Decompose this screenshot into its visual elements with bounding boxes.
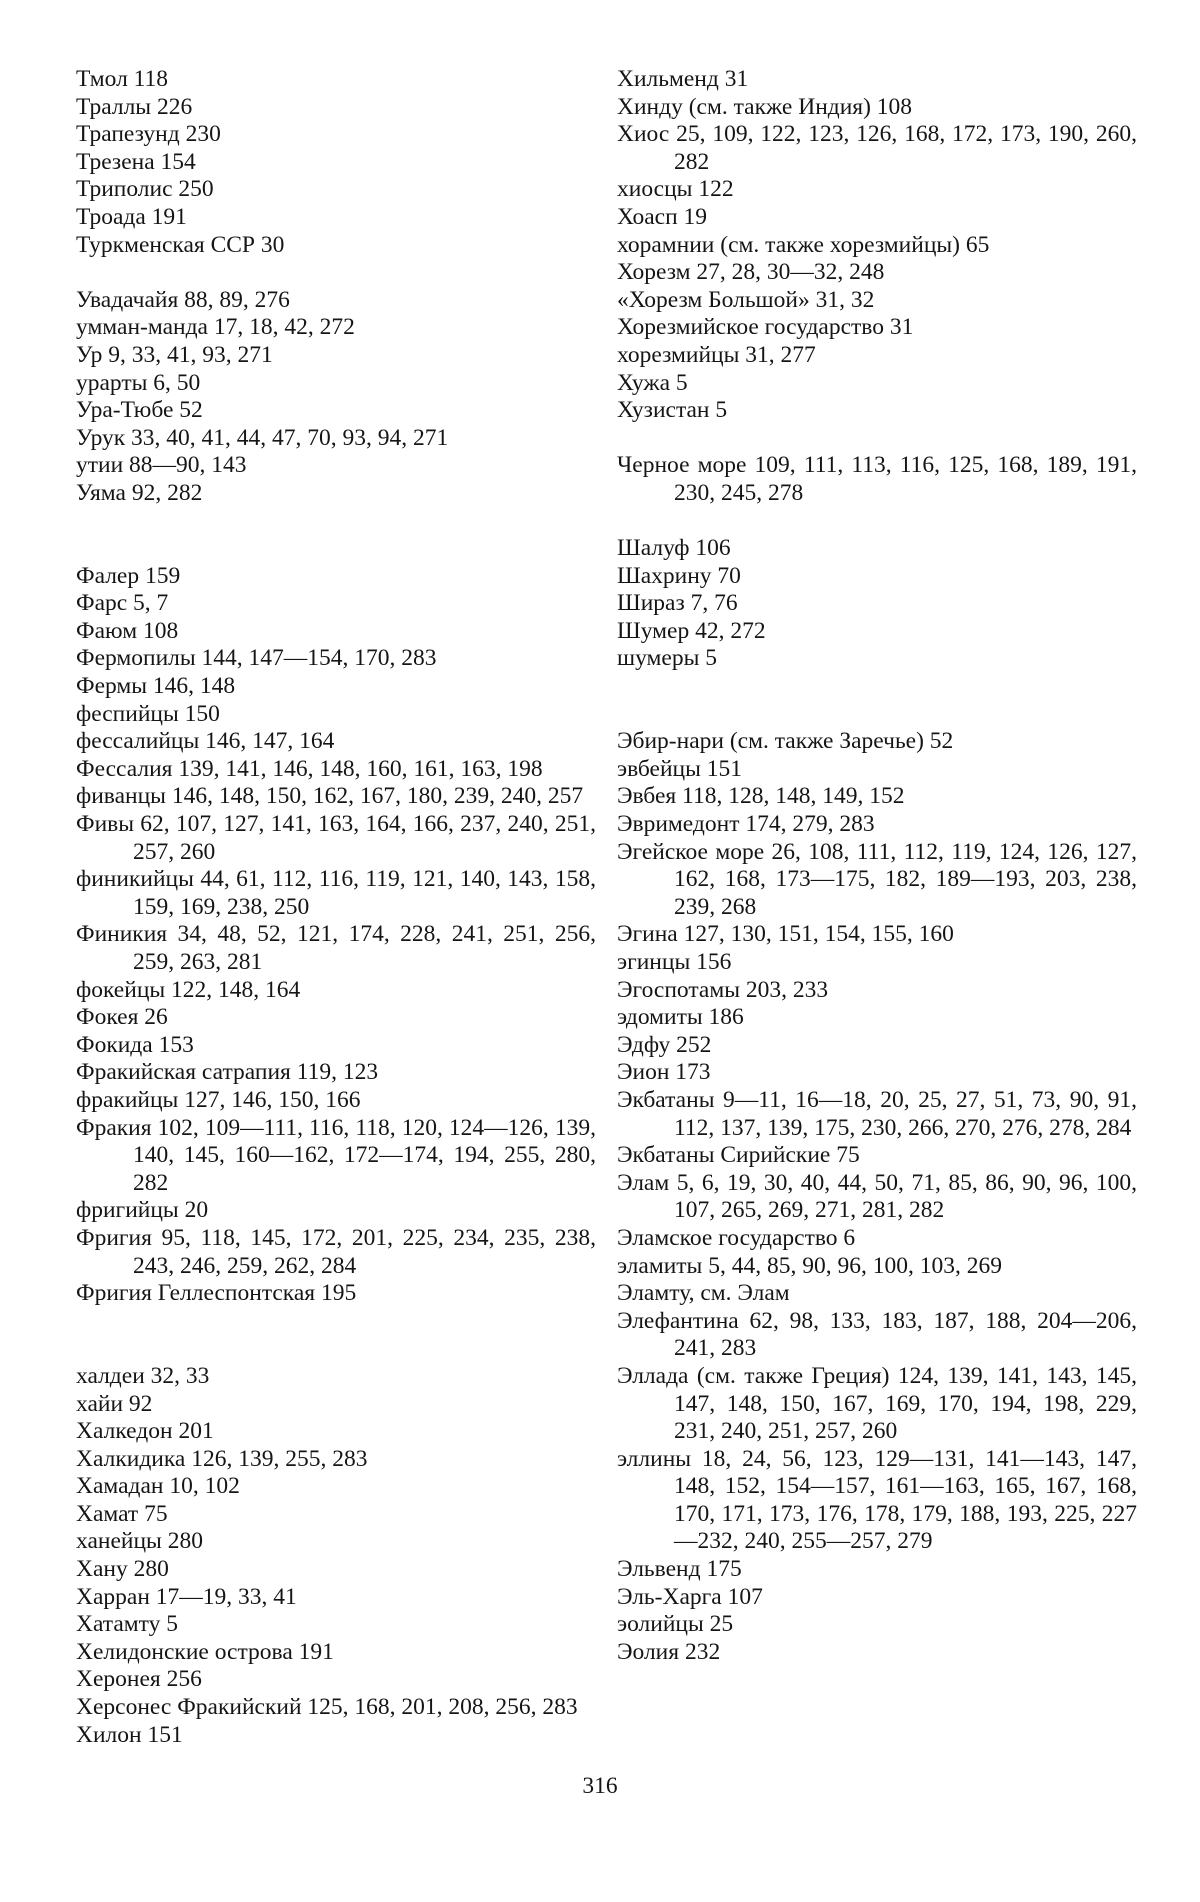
index-entry: умман-манда 17, 18, 42, 272: [76, 314, 355, 341]
index-entry: Хелидонские острова 191: [76, 1638, 334, 1665]
index-entry: Хоасп 19: [617, 203, 708, 230]
section-gap: [76, 1335, 596, 1363]
index-entry: Фессалия 139, 141, 146, 148, 160, 161, 163, 198: [76, 755, 543, 782]
index-entry: Фермопилы 144, 147—154, 170, 283: [76, 645, 437, 672]
index-entry: Триполис 250: [76, 176, 214, 203]
index-entry: Урук 33, 40, 41, 44, 47, 70, 93, 94, 271: [76, 424, 449, 451]
index-entry: Эвримедонт 174, 279, 283: [617, 811, 875, 838]
index-entry: эллины 18, 24, 56, 123, 129—131, 141—143, 147, 148, 152, 154—157, 161—163, 165, 167, 168, 170, 171, 173, 176, 178, 179, 188, 193, 225, 227—232, 240, 255—257, 279: [617, 1445, 1137, 1555]
index-entry: Эламское государство 6: [617, 1224, 856, 1251]
index-entry: Эллада (см. также Греция) 124, 139, 141, 143, 145, 147, 148, 150, 167, 169, 170, 194, 198, 229, 231, 240, 251, 257, 260: [617, 1362, 1137, 1445]
index-entry: Херсонес Фракийский 125, 168, 201, 208, 256, 283: [76, 1694, 578, 1721]
index-entry: Фарс 5, 7: [76, 590, 169, 617]
index-entry: Уяма 92, 282: [76, 479, 203, 506]
section-gap: [76, 259, 596, 287]
index-column-right: [617, 66, 1137, 1666]
index-entry: эолийцы 25: [617, 1611, 734, 1638]
index-entry: Фракийская сатрапия 119, 123: [76, 1059, 379, 1086]
index-entry: Шираз 7, 76: [617, 590, 738, 617]
index-entry: Фригия Геллеспонтская 195: [76, 1280, 357, 1307]
index-entry: хорамнии (см. также хорезмийцы) 65: [617, 231, 990, 258]
index-column-left: [76, 66, 596, 1749]
index-entry: Херонея 256: [76, 1666, 202, 1693]
index-entry: Фракия 102, 109—111, 116, 118, 120, 124—126, 139, 140, 145, 160—162, 172—174, 194, 255, 280, 282: [76, 1114, 596, 1196]
index-entry: эламиты 5, 44, 85, 90, 96, 100, 103, 269: [617, 1252, 1002, 1279]
index-entry: Трапезунд 230: [76, 121, 221, 148]
index-entry: Финикия 34, 48, 52, 121, 174, 228, 241, 251, 256, 259, 263, 281: [76, 921, 596, 975]
index-entry: «Хорезм Большой» 31, 32: [617, 286, 875, 313]
index-entry: хиосцы 122: [617, 176, 734, 203]
index-entry: Тмол 118: [76, 66, 169, 92]
index-entry: Ура-Тюбе 52: [76, 397, 203, 424]
index-entry: Хорезмийское государство 31: [617, 314, 914, 341]
index-entry: Трезена 154: [76, 148, 196, 175]
index-entry: фригийцы 20: [76, 1197, 209, 1224]
index-entry: Хамат 75: [76, 1500, 168, 1527]
section-gap: [617, 425, 1137, 453]
section-gap: [76, 535, 596, 563]
index-entry: Хамадан 10, 102: [76, 1473, 240, 1500]
index-entry: Хану 280: [76, 1556, 169, 1583]
index-entry: урарты 6, 50: [76, 369, 201, 396]
index-entry: Хорезм 27, 28, 30—32, 248: [617, 259, 885, 286]
index-entry: Харран 17—19, 33, 41: [76, 1583, 297, 1610]
index-entry: Халкедон 201: [76, 1418, 214, 1445]
page-number: 316: [582, 1773, 618, 1799]
index-entry: Туркменская ССР 30: [76, 231, 285, 258]
index-entry: Фалер 159: [76, 562, 181, 589]
index-entry: Фригия 95, 118, 145, 172, 201, 225, 234, 235, 238, 243, 246, 259, 262, 284: [76, 1224, 596, 1279]
index-entry: эдомиты 186: [617, 1004, 744, 1031]
index-entry: Троада 191: [76, 203, 187, 230]
index-entry: Фокея 26: [76, 1004, 168, 1031]
index-entry: Фермы 146, 148: [76, 673, 236, 700]
index-entry: Эбир-нари (см. также Заречье) 52: [617, 728, 954, 755]
index-entry: Экбатаны Сирийские 75: [617, 1142, 860, 1169]
index-entry: утии 88—90, 143: [76, 452, 247, 479]
index-entry: Фокида 153: [76, 1031, 194, 1058]
section-gap: [617, 508, 1137, 536]
index-entry: Хузистан 5: [617, 397, 728, 424]
index-entry: фракийцы 127, 146, 150, 166: [76, 1086, 361, 1113]
index-entry: эвбейцы 151: [617, 755, 743, 782]
index-entry: хайи 92: [76, 1390, 153, 1417]
index-entry: Увадачайя 88, 89, 276: [76, 286, 290, 313]
index-entry: Шумер 42, 272: [617, 617, 766, 644]
section-gap: [617, 701, 1137, 729]
index-entry: Черное море 109, 111, 113, 116, 125, 168, 189, 191, 230, 245, 278: [617, 452, 1137, 506]
index-entry: Хилон 151: [76, 1721, 183, 1748]
index-entry: Ур 9, 33, 41, 93, 271: [76, 341, 273, 368]
index-entry: Хильменд 31: [617, 66, 749, 92]
index-entry: Эльвенд 175: [617, 1556, 742, 1583]
index-entry: Траллы 226: [76, 93, 193, 120]
index-entry: Экбатаны 9—11, 16—18, 20, 25, 27, 51, 73, 90, 91, 112, 137, 139, 175, 230, 266, 270, 276, 278, 284: [617, 1086, 1137, 1141]
index-entry: Эгоспотамы 203, 233: [617, 976, 829, 1003]
index-entry: Халкидика 126, 139, 255, 283: [76, 1445, 368, 1472]
index-entry: Эгина 127, 130, 151, 154, 155, 160: [617, 921, 954, 948]
index-entry: хорезмийцы 31, 277: [617, 341, 816, 368]
index-entry: Эолия 232: [617, 1638, 721, 1665]
index-entry: Эион 173: [617, 1059, 711, 1086]
index-entry: Элефантина 62, 98, 133, 183, 187, 188, 204—206, 241, 283: [617, 1307, 1137, 1362]
section-gap: [617, 673, 1137, 701]
index-entry: шумеры 5: [617, 645, 718, 672]
index-entry: Хиос 25, 109, 122, 123, 126, 168, 172, 173, 190, 260, 282: [617, 121, 1137, 175]
index-entry: Эламту, см. Элам: [617, 1280, 790, 1307]
index-entry: Эвбея 118, 128, 148, 149, 152: [617, 783, 905, 810]
index-entry: фокейцы 122, 148, 164: [76, 976, 301, 1003]
index-entry: Элам 5, 6, 19, 30, 40, 44, 50, 71, 85, 86, 90, 96, 100, 107, 265, 269, 271, 281, 282: [617, 1169, 1137, 1224]
index-entry: Хатамту 5: [76, 1611, 178, 1638]
index-entry: Шахрину 70: [617, 562, 741, 589]
index-entry: феспийцы 150: [76, 700, 220, 727]
index-entry: Хинду (см. также Индия) 108: [617, 93, 913, 120]
index-entry: Фаюм 108: [76, 617, 179, 644]
index-entry: Эгейское море 26, 108, 111, 112, 119, 124, 126, 127, 162, 168, 173—175, 182, 189—193, 203, 238, 239, 268: [617, 838, 1137, 920]
section-gap: [76, 508, 596, 536]
index-entry: Хужа 5: [617, 369, 688, 396]
index-entry: фессалийцы 146, 147, 164: [76, 728, 335, 755]
index-entry: ханейцы 280: [76, 1528, 203, 1555]
section-gap: [76, 1308, 596, 1336]
index-entry: Шалуф 106: [617, 535, 731, 562]
index-entry: Эль-Харга 107: [617, 1583, 763, 1610]
index-entry: финикийцы 44, 61, 112, 116, 119, 121, 140, 143, 158, 159, 169, 238, 250: [76, 866, 596, 920]
index-entry: Эдфу 252: [617, 1031, 712, 1058]
index-entry: фиванцы 146, 148, 150, 162, 167, 180, 239, 240, 257: [76, 783, 584, 810]
index-entry: халдеи 32, 33: [76, 1362, 210, 1389]
index-entry: Фивы 62, 107, 127, 141, 163, 164, 166, 237, 240, 251, 257, 260: [76, 811, 596, 865]
index-entry: эгинцы 156: [617, 949, 732, 975]
